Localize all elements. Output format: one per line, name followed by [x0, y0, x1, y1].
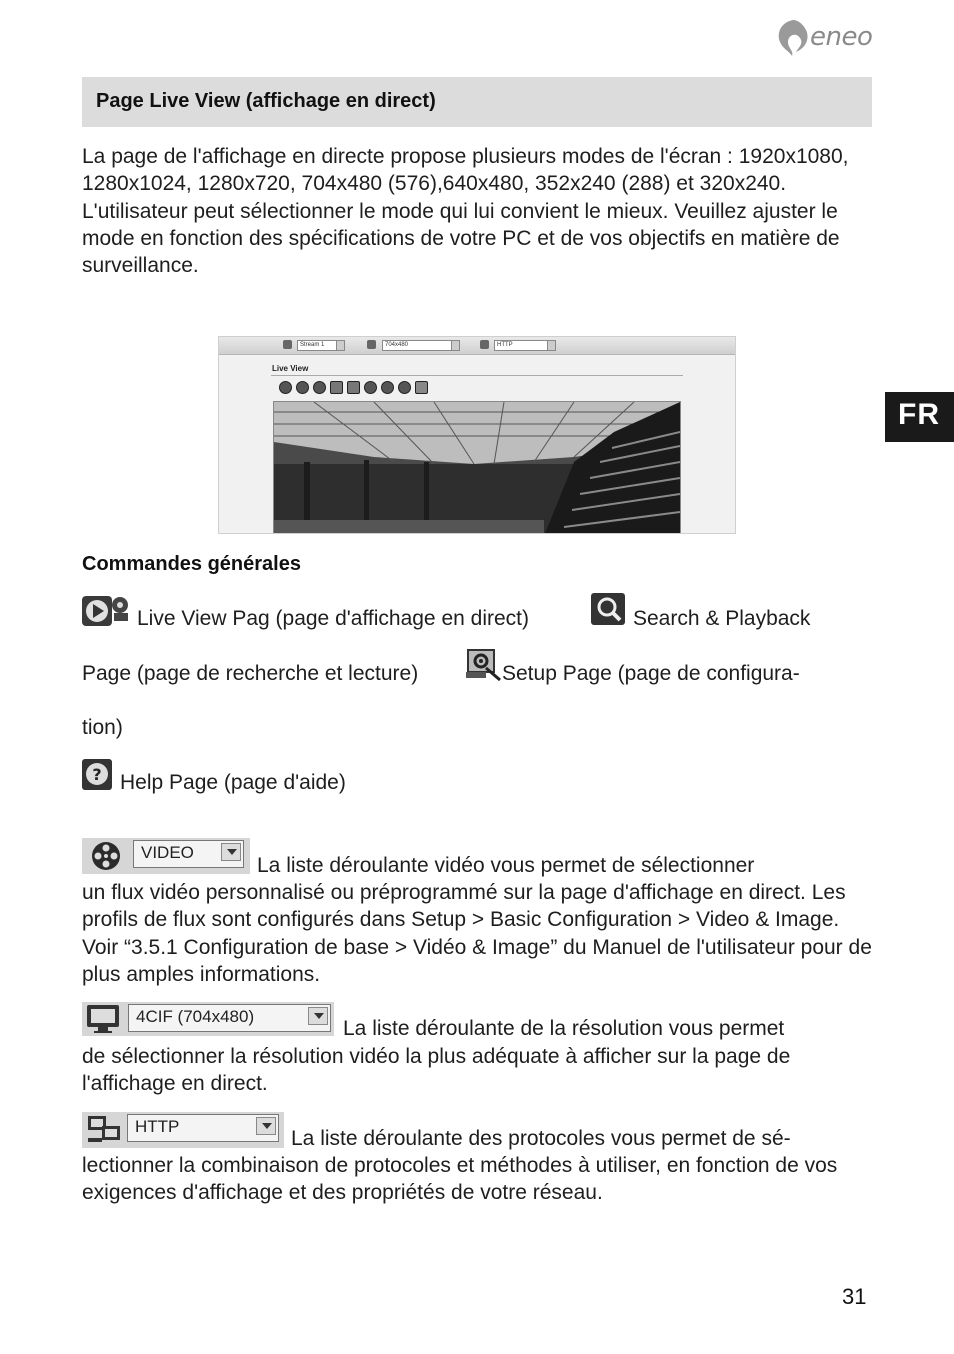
eneo-logo	[776, 18, 876, 58]
search-page-text: Page (page de recherche et lecture)	[82, 662, 419, 685]
lock-button-icon	[313, 381, 326, 394]
section-header	[82, 77, 872, 127]
protocol-dropdown-value: HTTP	[135, 1117, 180, 1136]
general-line-3	[82, 714, 123, 741]
chevron-down-icon	[221, 843, 241, 861]
protocol-select: HTTP	[494, 340, 556, 351]
live-view-screenshot	[218, 336, 736, 534]
intro-paragraph: La page de l'affichage en directe propose plusieurs modes de l'écran : 1920x1080, 1280x1024, 1280x720, 704x480 (576),640x480, 352x240 (288) et 320x240. L'utilisateur peut sélectionner le mode qui lui convient le mieux. Veuillez ajuster le mode en fonction des spécifications de votre PC et de vos objectifs en matière de surveillance.	[82, 145, 849, 278]
snapshot-button-icon	[279, 381, 292, 394]
protocol-description: lectionner la combinaison de protocoles et méthodes à utiliser, en fonction de vos exigences d'affichage et des propriétés de votre réseau.	[82, 1154, 838, 1205]
language-tab-label: FR	[898, 398, 940, 431]
live-view-label: Live View	[272, 364, 309, 373]
svg-text:?: ?	[92, 765, 102, 784]
film-reel-icon	[283, 340, 292, 349]
logo-text: eneo	[810, 22, 873, 52]
resolution-description: de sélectionner la résolution vidéo la plus adéquate à afficher sur la page de l'affichage en direct.	[82, 1045, 791, 1096]
fullscreen-icon	[415, 381, 428, 394]
general-controls-heading: Commandes générales	[82, 553, 301, 575]
monitor-icon	[367, 340, 376, 349]
help-icon	[82, 759, 112, 790]
setup-icon	[466, 648, 502, 682]
stream-select: Stream 1	[297, 340, 345, 351]
film-reel-icon	[86, 838, 126, 874]
chevron-down-icon	[308, 1007, 328, 1025]
zoom-in-icon	[330, 381, 343, 394]
help-page-text: Help Page (page d'aide)	[120, 771, 346, 794]
resolution-first-line: La liste déroulante de la résolution vous permet	[343, 1017, 785, 1040]
pause-icon	[398, 381, 411, 394]
divider	[271, 375, 683, 376]
network-icon	[480, 340, 489, 349]
live-view-text: Live View Pag (page d'affichage en direct)	[137, 607, 529, 630]
audio-icon	[364, 381, 377, 394]
screenshot-toolbar	[219, 337, 735, 355]
page-number: 31	[842, 1284, 867, 1309]
live-view-icon	[82, 595, 130, 627]
video-description: un flux vidéo personnalisé ou préprogrammé sur la page d'affichage en direct. Les profils de flux sont configurés dans Setup > Basic Configuration > Video & Image. Voir “3.5.1 Configuration de base > Vidéo & Image” du Manuel de l'utilisateur pour de plus amples informations.	[82, 881, 872, 986]
video-frame	[273, 401, 681, 534]
setup-page-text: Setup Page (page de configura-	[502, 662, 800, 685]
record-button-icon	[296, 381, 309, 394]
network-icon	[86, 1114, 122, 1146]
protocol-first-line: La liste déroulante des protocoles vous permet de sé-	[291, 1127, 791, 1150]
resolution-dropdown-value: 4CIF (704x480)	[136, 1007, 255, 1026]
mic-icon	[381, 381, 394, 394]
video-dropdown[interactable]	[133, 840, 244, 868]
section-title: Page Live View (affichage en direct)	[96, 90, 436, 112]
eneo-logo-icon	[776, 18, 810, 58]
video-dropdown-value: VIDEO	[141, 843, 194, 862]
protocol-dropdown[interactable]	[127, 1114, 279, 1142]
video-scene-image	[274, 402, 680, 534]
zoom-out-icon	[347, 381, 360, 394]
search-playback-text: Search & Playback	[633, 607, 811, 630]
chevron-down-icon	[256, 1117, 276, 1135]
monitor-icon	[86, 1004, 120, 1034]
resolution-select: 704x480	[382, 340, 460, 351]
search-playback-icon	[591, 593, 625, 625]
setup-page-text-cont: tion)	[82, 716, 123, 739]
resolution-dropdown[interactable]	[128, 1004, 331, 1032]
language-tab	[885, 392, 954, 442]
video-first-line: La liste déroulante vidéo vous permet de sélectionner	[257, 854, 755, 877]
